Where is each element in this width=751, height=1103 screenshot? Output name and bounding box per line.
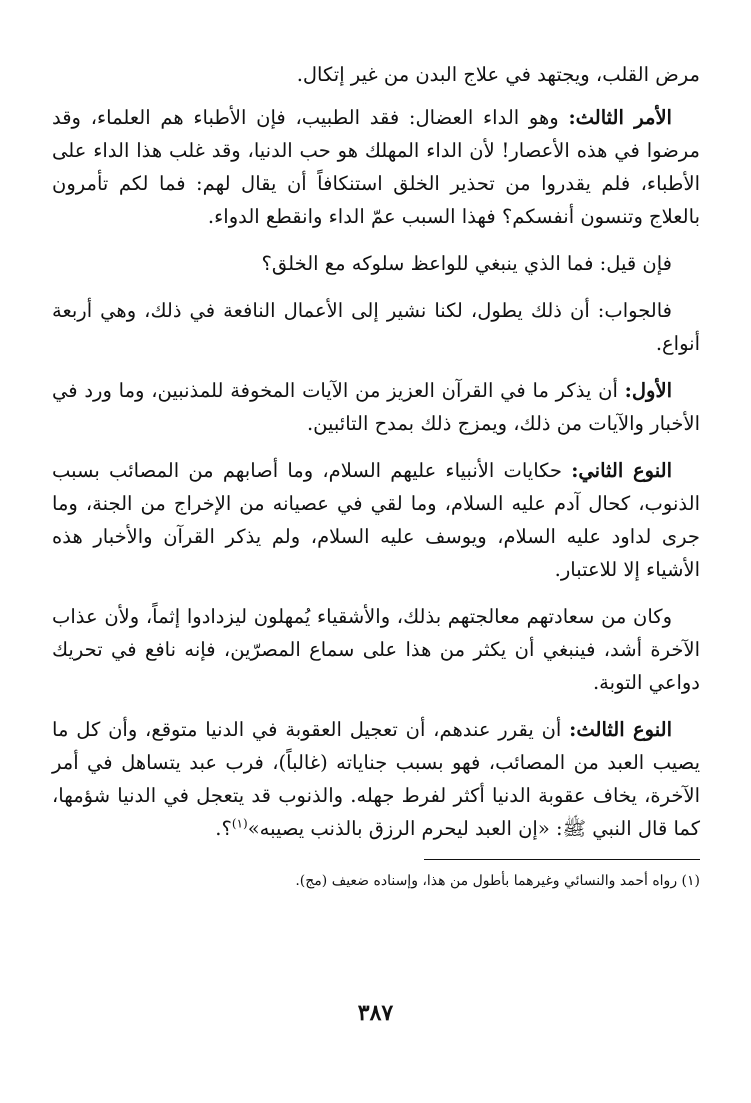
paragraph-1-text: مرض القلب، ويجتهد في علاج البدن من غير إتكال. xyxy=(296,63,700,86)
paragraph-6 xyxy=(52,454,700,586)
paragraph-5-heading: الأول: xyxy=(624,379,672,402)
paragraph-3-text: فإن قيل: فما الذي ينبغي للواعظ سلوكه مع الخلق؟ xyxy=(261,252,672,275)
paragraph-6-heading: النوع الثاني: xyxy=(571,459,672,482)
paragraph-8 xyxy=(52,713,700,845)
footnote: (١) رواه أحمد والنسائي وغيرهما بأطول من هذا، وإسناده ضعيف (مج). xyxy=(295,873,700,889)
paragraph-2-text: وهو الداء العضال: فقد الطبيب، فإن الأطباء هم العلماء، وقد مرضوا في هذه الأعصار! لأن الداء المهلك هو حب الدنيا، وقد غلب هذا الداء على الأطباء، فلم يقدروا من تحذير الخلق استنكافاً أن يقال لهم: فما لكم تأمرون بالعلاج وتنسون أنفسكم؟ فهذا السبب عمّ الداء وانقطع الدواء. xyxy=(52,106,700,228)
paragraph-8-tail: ؟. xyxy=(215,817,232,840)
paragraph-7 xyxy=(52,600,700,699)
paragraph-5-text: أن يذكر ما في القرآن العزيز من الآيات المخوفة للمذنبين، وما ورد في الأخبار والآيات من ذلك، ويمزج ذلك بمدح التائبين. xyxy=(52,379,700,435)
paragraph-1 xyxy=(52,58,700,91)
paragraph-2 xyxy=(52,101,700,233)
paragraph-3 xyxy=(52,247,700,280)
page-number: ٣٨٧ xyxy=(357,1000,394,1026)
footnote-reference[interactable]: (١) xyxy=(231,816,248,831)
paragraph-5 xyxy=(52,374,700,440)
page-body xyxy=(52,58,700,892)
paragraph-7-text: وكان من سعادتهم معالجتهم بذلك، والأشقياء يُمهلون ليزدادوا إثماً، ولأن عذاب الآخرة أشد، فينبغي أن يكثر من هذا على سماع المصرّين، فإنه نافع في تحريك دواعي التوبة. xyxy=(52,605,700,694)
footnote-divider xyxy=(424,859,700,860)
paragraph-8-text: أن يقرر عندهم، أن تعجيل العقوبة في الدنيا متوقع، وأن كل ما يصيب العبد من المصائب، فهو بسبب جناياته (غالباً)، فرب عبد يتساهل في أمر الآخرة، يخاف عقوبة الدنيا أكثر لفرط جهله. والذنوب قد يتعجل في الدنيا شؤمها، كما قال النبي ﷺ: «إن العبد ليحرم الرزق بالذنب يصيبه» xyxy=(52,718,700,840)
paragraph-6-text: حكايات الأنبياء عليهم السلام، وما أصابهم من المصائب بسبب الذنوب، كحال آدم عليه السلام، وما لقي في عصيانه من الإخراج من الجنة، وما جرى لداود عليه السلام، ويوسف عليه السلام، ولم يذكر القرآن والأخبار هذه الأشياء إلا للاعتبار. xyxy=(52,459,700,581)
paragraph-4-text: فالجواب: أن ذلك يطول، لكنا نشير إلى الأعمال النافعة في ذلك، وهي أربعة أنواع. xyxy=(52,299,700,355)
paragraph-4 xyxy=(52,294,700,360)
paragraph-8-heading: النوع الثالث: xyxy=(569,718,672,741)
paragraph-2-heading: الأمر الثالث: xyxy=(568,106,672,129)
